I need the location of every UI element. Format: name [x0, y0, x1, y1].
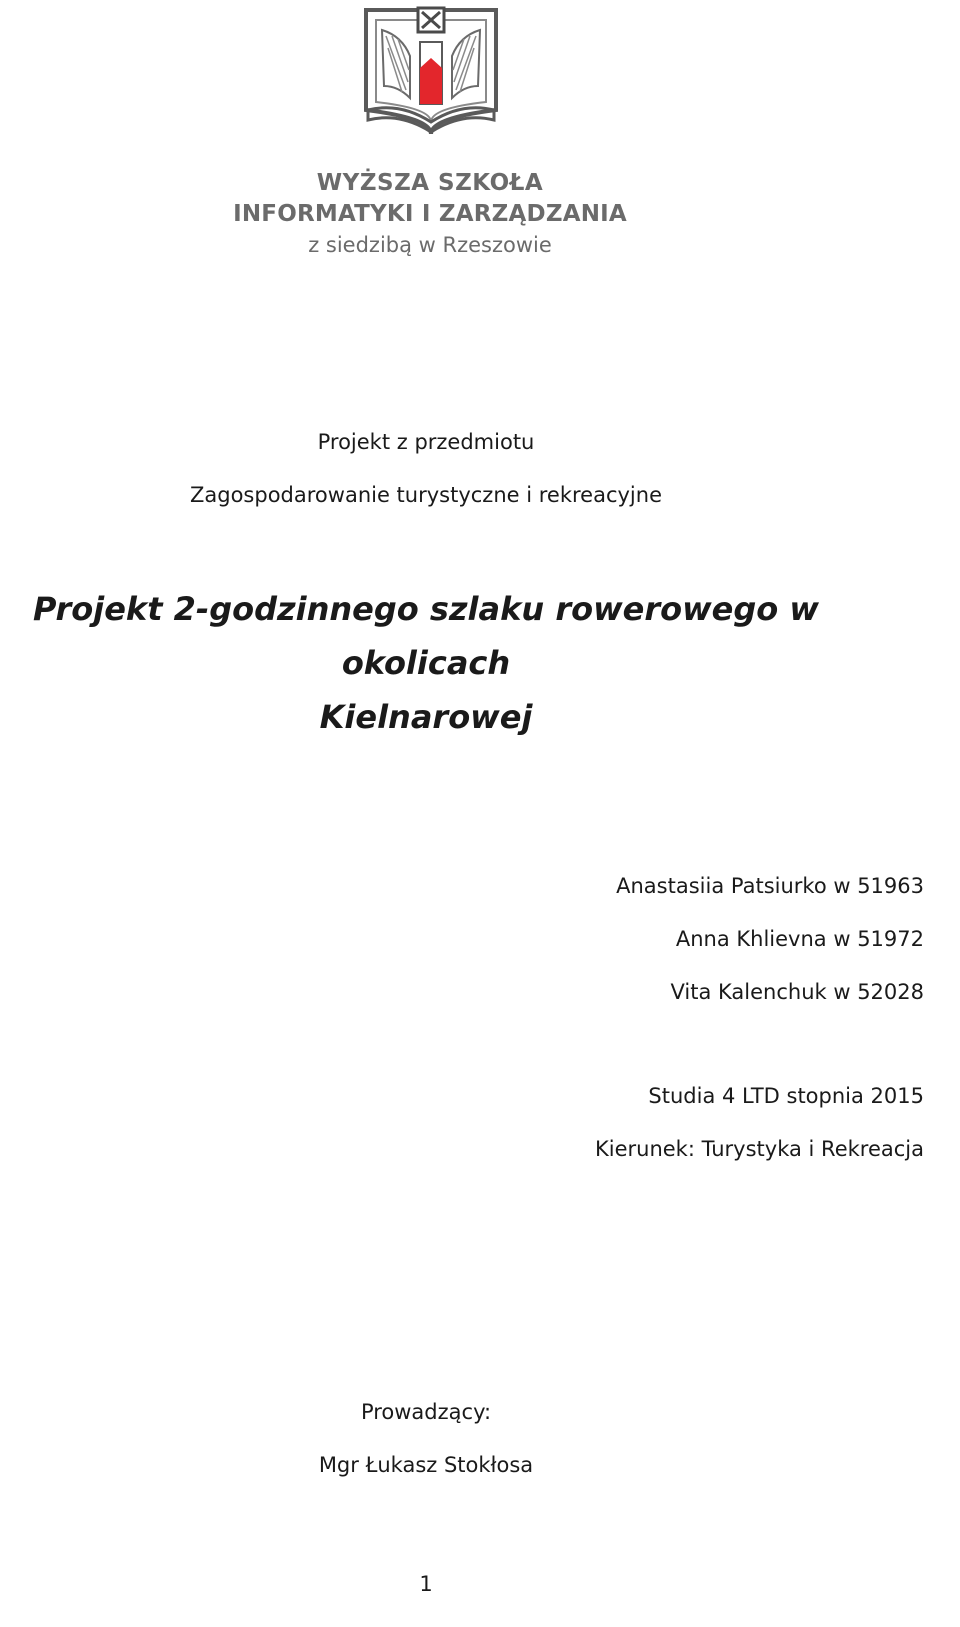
document-title-line2: Kielnarowej [319, 698, 533, 736]
university-logo [360, 6, 502, 142]
document-title-line1: Projekt 2-godzinnego szlaku rowerowego w okolicach [33, 590, 819, 682]
supervisor-label: Prowadzący: [360, 1400, 492, 1424]
study-major: Kierunek: Turystyka i Rekreacja [594, 1137, 924, 1161]
page-number: 1 [419, 1572, 433, 1596]
school-name-line1: WYŻSZA SZKOŁA [316, 170, 544, 196]
document-title [0, 582, 852, 744]
course-subject: Zagospodarowanie turystyczne i rekreacyjne [190, 483, 662, 507]
author-2: Anna Khlievna w 51972 [675, 927, 924, 951]
school-name-line3: z siedzibą w Rzeszowie [308, 233, 552, 257]
crest-icon [360, 6, 502, 142]
supervisor-name: Mgr Łukasz Stokłosa [318, 1453, 534, 1477]
school-name-line2: INFORMATYKI I ZARZĄDZANIA [233, 201, 627, 227]
study-level: Studia 4 LTD stopnia 2015 [648, 1084, 924, 1108]
author-1: Anastasiia Patsiurko w 51963 [616, 874, 924, 898]
author-3: Vita Kalenchuk w 52028 [670, 980, 924, 1004]
course-label: Projekt z przedmiotu [317, 430, 535, 454]
